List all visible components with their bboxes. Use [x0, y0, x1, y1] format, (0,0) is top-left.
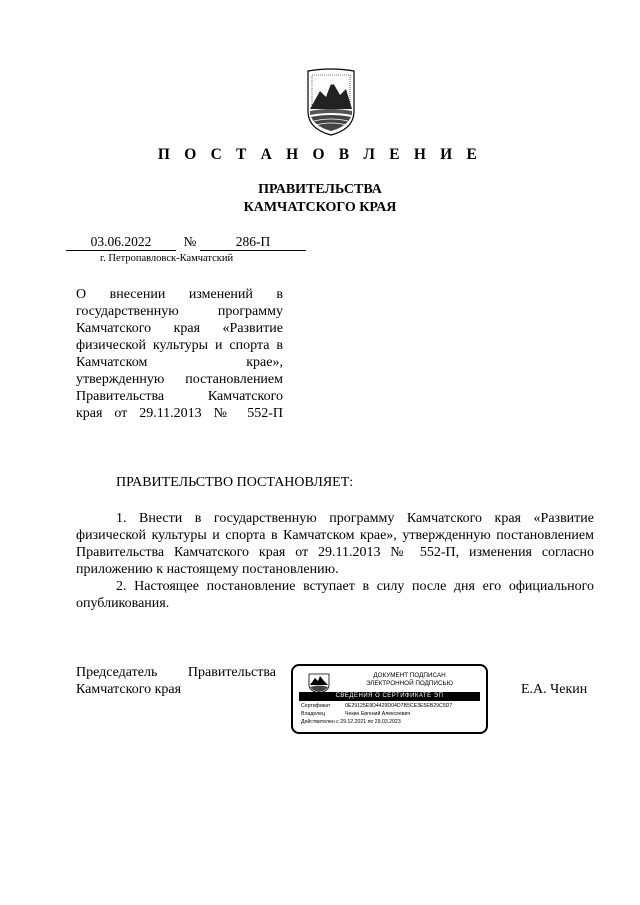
body-text [76, 510, 594, 612]
subject-block [76, 286, 283, 422]
body-paragraph-1: 1. Внести в государственную программу Камчатского края «Развитие физической культуры и спорта в Камчатском крае», утвержденную постановлением Правительства Камчатского края от 29.11.2013 № 552-П, изменения согласно приложению к настоящему постановлению. [76, 511, 594, 577]
subject-line: физической культуры и спорта в [76, 338, 283, 353]
resolve-heading: ПРАВИТЕЛЬСТВО ПОСТАНОВЛЯЕТ: [116, 475, 354, 490]
stamp-validity-row: Действителен с 29.12.2021 по 29.03.2023 [301, 719, 401, 725]
government-name-line2: КАМЧАТСКОГО КРАЯ [243, 200, 397, 215]
stamp-header [337, 672, 482, 688]
stamp-cert-row [301, 703, 485, 710]
city-name: г. Петропавловск-Камчатский [100, 253, 234, 264]
subject-line: края от 29.11.2013 № 552-П [76, 406, 283, 421]
government-name-line1: ПРАВИТЕЛЬСТВА [258, 182, 382, 197]
subject-line: государственную программу [76, 304, 283, 319]
document-date: 03.06.2022 [66, 234, 176, 251]
subject-line: Камчатского края «Развитие [76, 321, 283, 336]
subject-line: Камчатском крае», [76, 355, 283, 370]
stamp-cert-bar: СВЕДЕНИЯ О СЕРТИФИКАТЕ ЭП [299, 692, 480, 701]
stamp-owner-value: Чекин Евгений Алексеевич [345, 711, 411, 717]
signatory-role-line1: Председатель Правительства [76, 665, 276, 680]
stamp-cert-value: 0E29125E9D4429D04D7B5CE3E5EB29C5D7 [345, 703, 453, 709]
stamp-owner-row [301, 711, 485, 718]
document-title: П О С Т А Н О В Л Е Н И Е [157, 146, 483, 163]
body-paragraph-2: 2. Настоящее постановление вступает в силу после дня его официального опубликования. [76, 579, 594, 611]
number-sign: № [183, 234, 197, 249]
stamp-header-line2: ЭЛЕКТРОННОЙ ПОДПИСЬЮ [365, 680, 454, 687]
stamp-cert-label: Сертификат [301, 703, 331, 709]
stamp-owner-label: Владелец [301, 711, 325, 717]
emblem-image [306, 67, 356, 137]
document-number: 286-П [200, 234, 306, 251]
subject-line: О внесении изменений в [76, 287, 283, 302]
subject-line: Правительства Камчатского [76, 389, 283, 404]
subject-line: утвержденную постановлением [76, 372, 283, 387]
stamp-emblem-icon [307, 672, 331, 694]
signatory-role-line2: Камчатского края [76, 682, 182, 697]
stamp-header-line1: ДОКУМЕНТ ПОДПИСАН [373, 672, 446, 679]
signatory-name: Е.А. Чекин [521, 682, 588, 697]
requisites-line [66, 234, 306, 254]
e-signature-stamp [291, 664, 488, 734]
